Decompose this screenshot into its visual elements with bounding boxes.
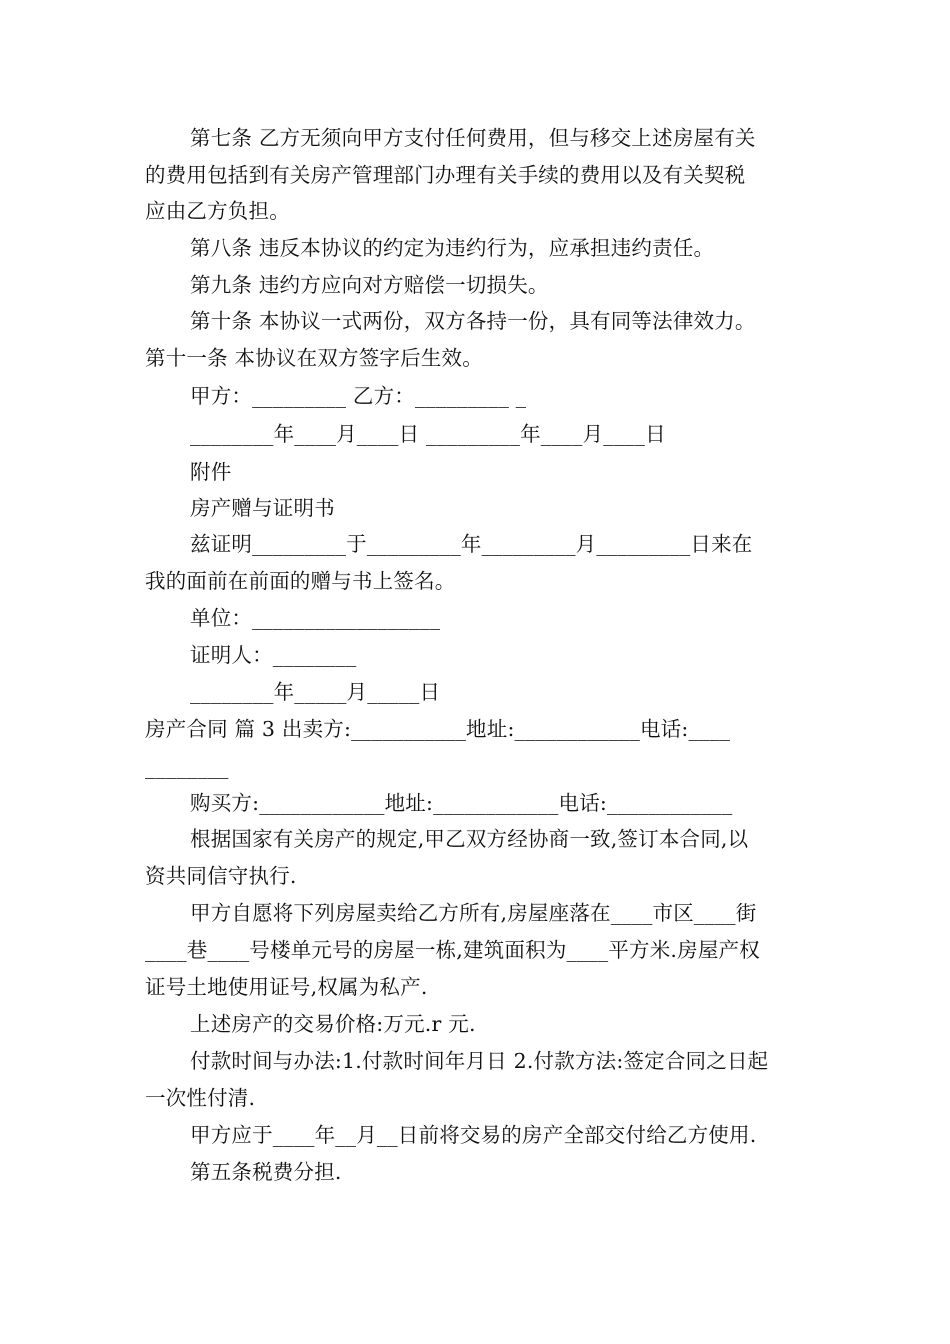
paragraph-line: 一次性付清. <box>145 1086 256 1110</box>
paragraph-line: 证号土地使用证号,权属为私产. <box>145 975 428 999</box>
paragraph-line: 第十条 本协议一式两份，双方各持一份，具有同等法律效力。 <box>190 309 756 333</box>
paragraph-line: 第五条税费分担. <box>190 1160 342 1184</box>
paragraph-line: 第八条 违反本协议的约定为违约行为，应承担违约责任。 <box>190 236 715 260</box>
witness-line: 证明人：________ <box>190 643 357 667</box>
paragraph-line: 上述房产的交易价格:万元.r 元. <box>190 1012 476 1036</box>
paragraph-line: 的费用包括到有关房产管理部门办理有关手续的费用以及有关契税 <box>145 163 746 187</box>
paragraph-line: 甲方自愿将下列房屋卖给乙方所有,房屋座落在____市区____街 <box>190 901 757 925</box>
contract-heading-line: 房产合同 篇 3 出卖方:___________地址:____________电话:____ <box>145 717 731 741</box>
signature-line: 甲方：_________ 乙方：_________ _ <box>190 384 527 408</box>
paragraph-line: ____巷____号楼单元号的房屋一栋,建筑面积为____平方米.房屋产权 <box>145 938 760 962</box>
paragraph-line: 第十一条 本协议在双方签字后生效。 <box>145 346 483 370</box>
paragraph-line: 付款时间与办法:1.付款时间年月日 2.付款方法:签定合同之日起 <box>190 1049 769 1073</box>
paragraph-line: 甲方应于____年__月__日前将交易的房产全部交付给乙方使用. <box>190 1123 757 1147</box>
heading-attachment: 附件 <box>190 460 232 484</box>
unit-line: 单位：__________________ <box>190 606 441 630</box>
paragraph-line: 资共同信守执行. <box>145 864 297 888</box>
date-line: ________年____月____日 _________年____月____日 <box>190 422 666 446</box>
paragraph-line: 第九条 违约方应向对方赔偿一切损失。 <box>190 273 549 297</box>
paragraph-line: 根据国家有关房产的规定,甲乙双方经协商一致,签订本合同,以 <box>190 827 749 851</box>
paragraph-line: ________ <box>145 755 229 779</box>
date-line: ________年_____月_____日 <box>190 680 441 704</box>
paragraph-line: 应由乙方负担。 <box>145 199 290 223</box>
paragraph-line: 兹证明_________于_________年_________月_________日来在 <box>190 532 753 556</box>
heading-certificate: 房产赠与证明书 <box>190 496 335 520</box>
paragraph-line: 第七条 乙方无须向甲方支付任何费用，但与移交上述房屋有关 <box>190 126 756 150</box>
buyer-line: 购买方:____________地址:____________电话:____________ <box>190 791 733 815</box>
paragraph-line: 我的面前在前面的赠与书上签名。 <box>145 569 456 593</box>
